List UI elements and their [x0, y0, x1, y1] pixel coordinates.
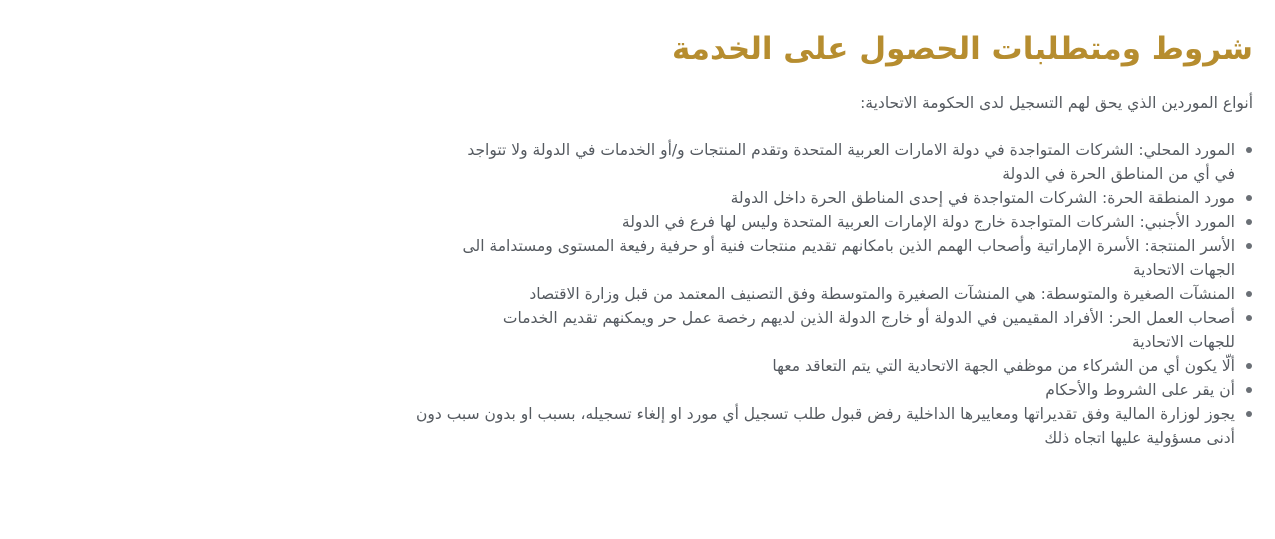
- bullet-dot-icon: [1246, 387, 1252, 393]
- list-item-text: أن يقر على الشروط والأحكام: [1045, 381, 1235, 399]
- list-item: [13, 402, 1253, 450]
- list-item-text: أصحاب العمل الحر: الأفراد المقيمين في الدولة أو خارج الدولة الذين لديهم رخصة عمل حر ويمكنهم تقديم الخدمات للجهات الاتحادية: [502, 309, 1235, 351]
- list-item: [13, 210, 1253, 234]
- list-item-text: مورد المنطقة الحرة: الشركات المتواجدة في إحدى المناطق الحرة داخل الدولة: [730, 189, 1235, 207]
- bullet-dot-icon: [1246, 147, 1252, 153]
- bullet-dot-icon: [1246, 315, 1252, 321]
- supplier-types-intro: أنواع الموردين الذي يحق لهم التسجيل لدى الحكومة الاتحادية:: [860, 94, 1253, 112]
- list-item: [13, 378, 1253, 402]
- bullet-dot-icon: [1246, 411, 1252, 417]
- list-item: [13, 282, 1253, 306]
- bullet-dot-icon: [1246, 243, 1252, 249]
- bullet-dot-icon: [1246, 195, 1252, 201]
- list-item-text: المنشآت الصغيرة والمتوسطة: هي المنشآت الصغيرة والمتوسطة وفق التصنيف المعتمد من قبل وزارة الاقتصاد: [529, 285, 1235, 303]
- list-item: [13, 234, 1253, 282]
- list-item: [13, 354, 1253, 378]
- bullet-dot-icon: [1246, 291, 1252, 297]
- list-item-text: يجوز لوزارة المالية وفق تقديراتها ومعاييرها الداخلية رفض قبول طلب تسجيل أي مورد او إلغاء تسجيله، بسبب او بدون سبب دون أدنى مسؤولية عليها اتجاه ذلك: [416, 405, 1235, 447]
- list-item-text: المورد الأجنبي: الشركات المتواجدة خارج دولة الإمارات العربية المتحدة وليس لها فرع في الدولة: [621, 213, 1235, 231]
- list-item: [13, 306, 1253, 354]
- bullet-dot-icon: [1246, 219, 1252, 225]
- bullet-dot-icon: [1246, 363, 1252, 369]
- list-item: [13, 186, 1253, 210]
- list-item-text: المورد المحلي: الشركات المتواجدة في دولة الامارات العربية المتحدة وتقدم المنتجات و/أو الخدمات في الدولة ولا تتواجد في أي من المناطق الحرة في الدولة: [467, 141, 1235, 183]
- list-item-text: ألّا يكون أي من الشركاء من موظفي الجهة الاتحادية التي يتم التعاقد معها: [772, 357, 1235, 375]
- list-item: [13, 138, 1253, 186]
- list-item-text: الأسر المنتجة: الأسرة الإماراتية وأصحاب الهمم الذين بامكانهم تقديم منتجات فنية أو حرفية رفيعة المستوى ومستدامة الى الجهات الاتحادية: [462, 237, 1235, 279]
- service-requirements-section: [13, 0, 1253, 450]
- page-title: شروط ومتطلبات الحصول على الخدمة: [671, 31, 1253, 67]
- requirements-list: [13, 138, 1253, 450]
